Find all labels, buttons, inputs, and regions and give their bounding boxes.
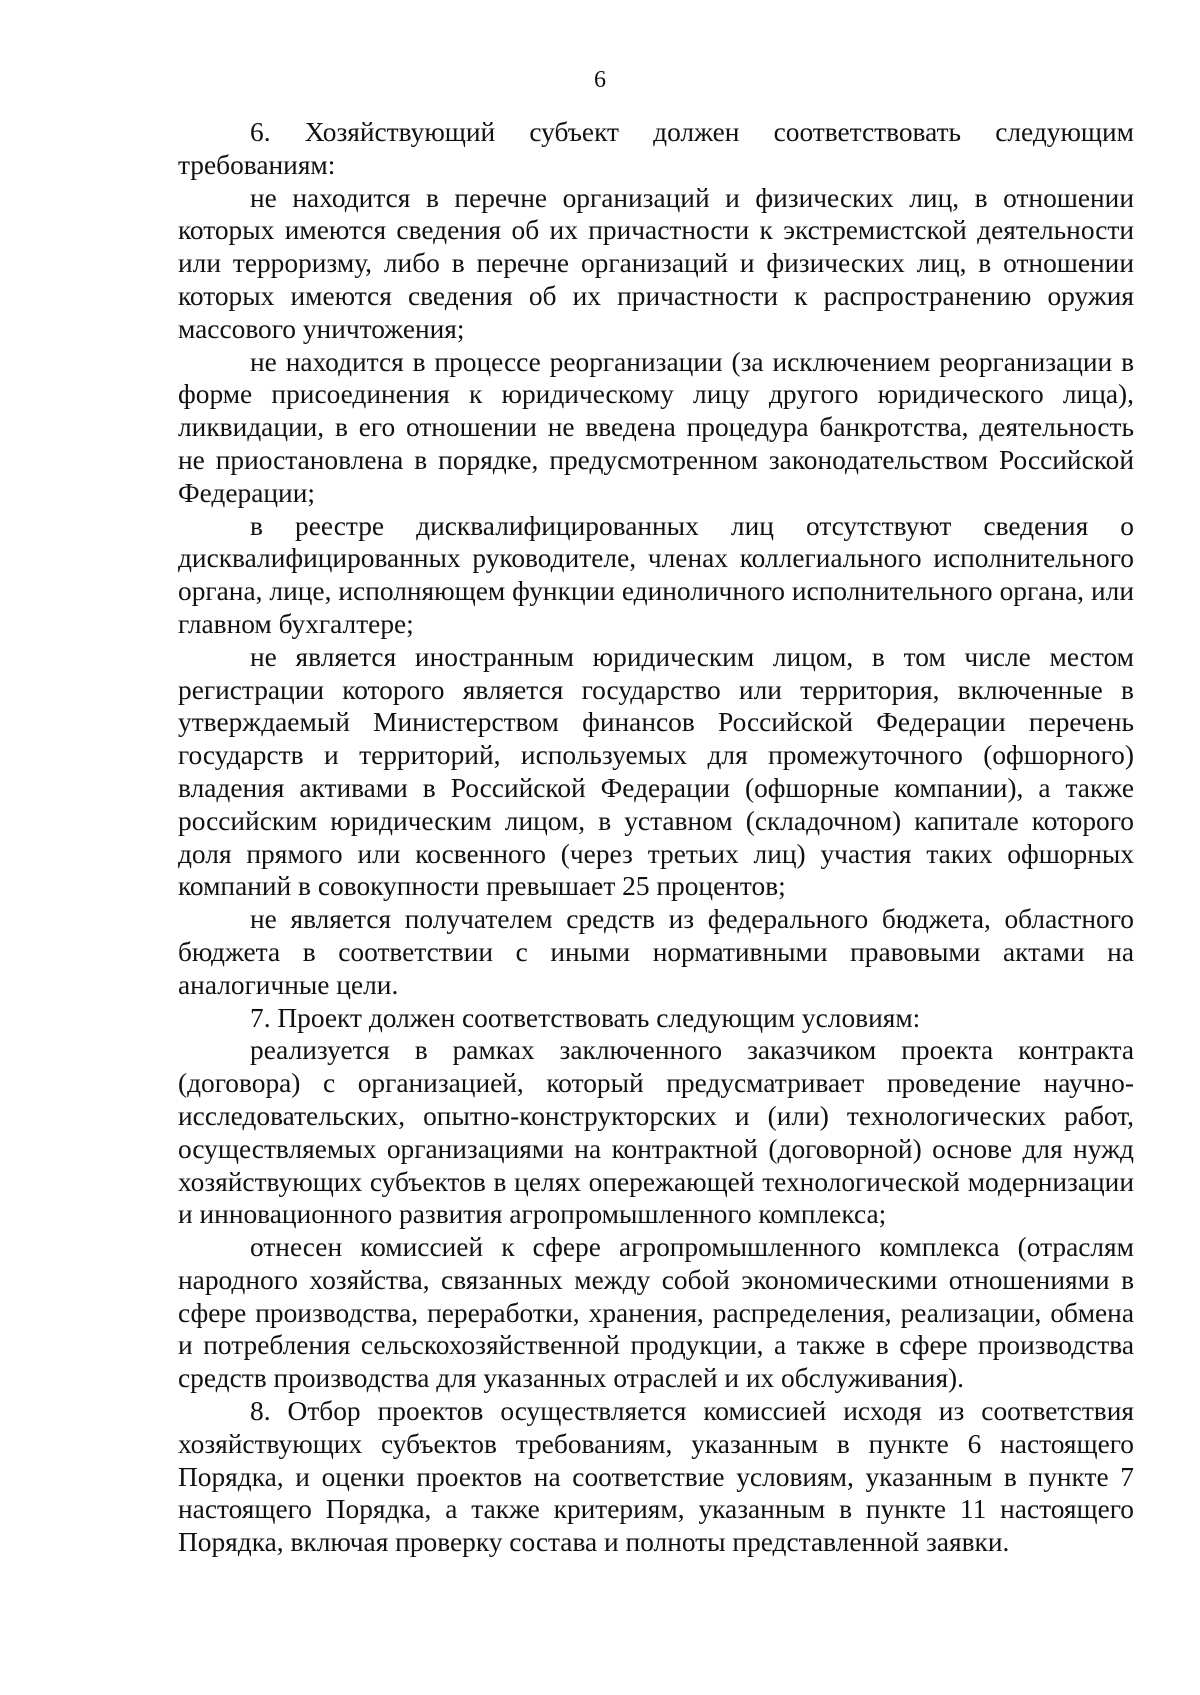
page-number: 6 (594, 67, 606, 93)
paragraph-8-selection: 8. Отбор проектов осуществляется комиссией исходя из соответствия хозяйствующих субъектов требованиям, указанным в пункте 6 настоящего Порядка, и оценки проектов на соответствие условиям, указанным в пункте 7 настоящего Порядка, а также критериям, указанным в пункте 11 настоящего Порядка, включая проверку состава и полноты представленной заявки. (178, 1396, 1134, 1558)
paragraph-condition-contract: реализуется в рамках заключенного заказчиком проекта контракта (договора) с организацией, который предусматривает проведение научно-исследовательских, опытно-конструкторских и (или) технологических работ, осуществляемых организациями на контрактной (договорной) основе для нужд хозяйствующих субъектов в целях опережающей технологической модернизации и инновационного развития агропромышленного комплекса; (178, 1035, 1134, 1230)
paragraph-requirement-extremism: не находится в перечне организаций и физических лиц, в отношении которых имеются сведения об их причастности к экстремистской деятельности или терроризму, либо в перечне организаций и физических лиц, в отношении которых имеются сведения об их причастности к распространению оружия массового уничтожения; (178, 182, 1134, 344)
paragraph-condition-agro: отнесен комиссией к сфере агропромышленного комплекса (отраслям народного хозяйства, связанных между собой экономическими отношениями в сфере производства, переработки, хранения, распределения, реализации, обмена и потребления сельскохозяйственной продукции, а также в сфере производства средств производства для указанных отраслей и их обслуживания). (178, 1232, 1134, 1394)
paragraph-requirement-reorganization: не находится в процессе реорганизации (за исключением реорганизации в форме присоединения к юридическому лицу другого юридического лица), ликвидации, в его отношении не введена процедура банкротства, деятельность не приостановлена в порядке, предусмотренном законодательством Российской Федерации; (178, 346, 1134, 508)
paragraph-requirement-disqualified: в реестре дисквалифицированных лиц отсутствуют сведения о дисквалифицированных руководителе, членах коллегиального исполнительного органа, лице, исполняющем функции единоличного исполнительного органа, или главном бухгалтере; (178, 510, 1134, 639)
document-body (178, 116, 1134, 1559)
paragraph-6-intro: 6. Хозяйствующий субъект должен соответствовать следующим требованиям: (178, 117, 1134, 180)
paragraph-requirement-budget: не является получателем средств из федерального бюджета, областного бюджета в соответствии с иными нормативными правовыми актами на аналогичные цели. (178, 904, 1134, 1000)
paragraph-requirement-offshore: не является иностранным юридическим лицом, в том числе местом регистрации которого является государство или территория, включенные в утверждаемый Министерством финансов Российской Федерации перечень государств и территорий, используемых для промежуточного (офшорного) владения активами в Российской Федерации (офшорные компании), а также российским юридическим лицом, в уставном (складочном) капитале которого доля прямого или косвенного (через третьих лиц) участия таких офшорных компаний в совокупности превышает 25 процентов; (178, 641, 1134, 902)
paragraph-7-intro: 7. Проект должен соответствовать следующим условиям: (250, 1002, 921, 1033)
